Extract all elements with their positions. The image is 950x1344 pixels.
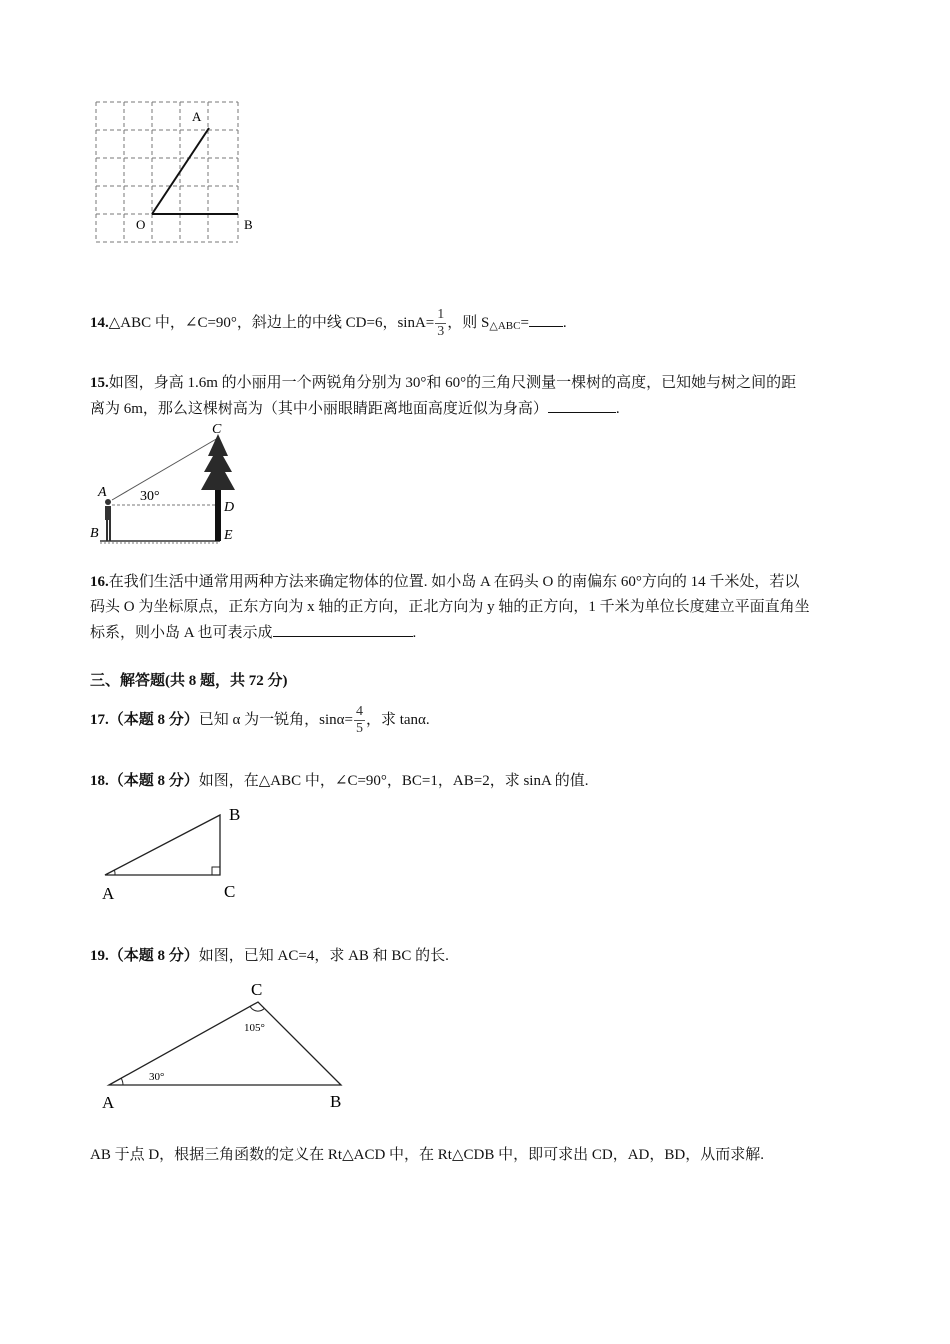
label-A: A: [102, 1093, 115, 1112]
label-B: B: [229, 805, 241, 824]
oblique-triangle-figure: [95, 975, 365, 1115]
period: .: [412, 625, 417, 641]
label-D: D: [224, 500, 235, 515]
question-text: 码头 O 为坐标原点，正东方向为 x 轴的正方向，正北方向为 y 轴的正方向，1 千米为单位长度建立平面直角坐: [90, 599, 810, 615]
right-angle-mark: [212, 867, 220, 875]
question-14: [90, 307, 567, 340]
question-text: ，求 tanα.: [365, 711, 430, 728]
question-15-line-1: [90, 371, 796, 395]
tree-icon: [201, 434, 235, 541]
label-C: C: [212, 422, 222, 437]
angle-A-arc: [121, 1078, 123, 1085]
question-number: 16.: [90, 574, 109, 590]
question-score: （本题 8 分）: [108, 948, 199, 964]
fraction: [435, 307, 446, 340]
grid-angle-figure: [90, 95, 270, 250]
answer-blank: [273, 620, 413, 637]
right-triangle-figure: [95, 800, 255, 910]
fraction-numerator: 1: [437, 307, 445, 322]
question-text: △ABC 中，∠C=90°，斜边上的中线 CD=6，sinA=: [108, 314, 435, 331]
question-number: 19.: [90, 948, 109, 964]
label-A: A: [98, 485, 107, 500]
dashed-grid: [96, 102, 238, 242]
question-19: [90, 944, 449, 968]
question-text: 如图，已知 AC=4，求 AB 和 BC 的长.: [198, 948, 449, 964]
question-text: 在我们生活中通常用两种方法来确定物体的位置. 如小岛 A 在码头 O 的南偏东 60°方向的 14 千米处，若以: [108, 574, 800, 590]
fraction-denominator: 3: [437, 324, 445, 339]
question-16-line-3: [90, 620, 416, 645]
section-heading: 三、解答题(共 8 题，共 72 分): [90, 673, 288, 689]
fraction-denominator: 5: [355, 721, 363, 736]
period: .: [615, 401, 620, 417]
tree-measurement-figure: [88, 420, 258, 545]
label-E: E: [224, 528, 233, 543]
question-text: 离为 6m，那么这棵树高为（其中小丽眼睛距离地面高度近似为身高）: [90, 401, 548, 417]
question-17: [90, 704, 430, 737]
label-B: B: [330, 1092, 342, 1111]
label-B: B: [244, 217, 253, 232]
question-15-line-2: [90, 396, 620, 421]
label-C: C: [224, 882, 236, 901]
angle-105: 105°: [244, 1022, 265, 1034]
question-16-line-1: [90, 570, 799, 594]
question-number: 14.: [90, 314, 109, 331]
angle-A-arc: [115, 871, 116, 876]
subscript: △ABC: [489, 319, 521, 332]
label-O: O: [136, 217, 146, 232]
sight-line-AC: [112, 438, 218, 500]
solution-text: AB 于点 D，根据三角函数的定义在 Rt△ACD 中，在 Rt△CDB 中，即可求出 CD，AD，BD，从而求解.: [90, 1147, 764, 1163]
question-text: 标系，则小岛 A 也可表示成: [90, 625, 273, 641]
question-text: ，则 S: [447, 314, 490, 331]
answer-blank: [529, 310, 563, 327]
label-B: B: [90, 526, 99, 541]
question-18: [90, 769, 588, 793]
question-16-line-2: [90, 595, 810, 619]
question-number: 18.: [90, 773, 109, 789]
label-A: A: [192, 109, 202, 124]
answer-blank: [548, 396, 616, 413]
fraction-numerator: 4: [355, 704, 363, 719]
label-C: C: [251, 980, 263, 999]
person-icon: [105, 499, 111, 541]
angle-30: 30°: [140, 489, 160, 504]
question-score: （本题 8 分）: [108, 711, 199, 728]
question-text: =: [520, 314, 529, 331]
fraction: [354, 704, 365, 737]
question-number: 17.: [90, 711, 109, 728]
question-text: 已知 α 为一锐角，sinα=: [198, 711, 353, 728]
label-A: A: [102, 884, 115, 903]
question-score: （本题 8 分）: [108, 773, 199, 789]
triangle-ABC: [105, 815, 220, 875]
question-text: 如图，在△ABC 中，∠C=90°，BC=1，AB=2，求 sinA 的值.: [198, 773, 589, 789]
angle-30: 30°: [149, 1071, 165, 1083]
question-number: 15.: [90, 375, 109, 391]
triangle-ABC: [109, 1002, 341, 1085]
question-text: 如图，身高 1.6m 的小丽用一个两锐角分别为 30°和 60°的三角尺测量一棵树的高度，已知她与树之间的距: [108, 375, 797, 391]
period: .: [562, 314, 567, 331]
